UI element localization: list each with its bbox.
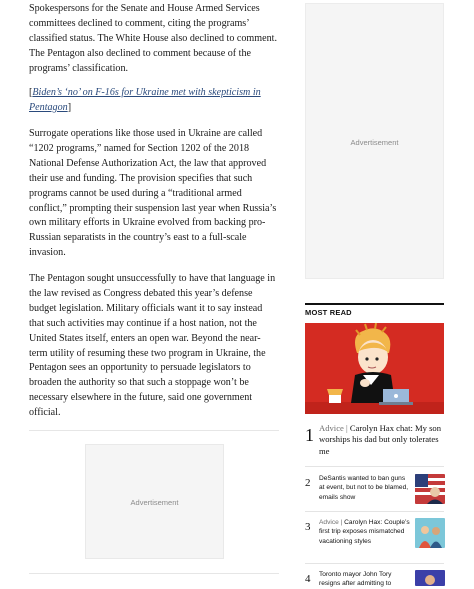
most-read-headline[interactable] <box>319 423 443 457</box>
most-read-headline[interactable] <box>319 518 411 546</box>
rank-number: 3 <box>305 521 311 533</box>
advertisement-label: Advertisement <box>130 498 179 507</box>
rank-number: 4 <box>305 573 311 585</box>
most-read-item[interactable] <box>305 570 444 586</box>
headline-text: Carolyn Hax: Couple’s first trip exposes mismatched vacationing styles <box>319 519 410 545</box>
content-divider <box>29 430 279 431</box>
kicker-label: Advice | <box>319 519 345 526</box>
rank-number: 1 <box>305 425 314 445</box>
kicker-label: Advice | <box>319 423 350 433</box>
most-read-rule <box>305 303 444 305</box>
illustration-image <box>415 518 445 548</box>
headline-text: Carolyn Hax chat: My son worships his dad but only tolerates me <box>319 423 442 456</box>
cartoon-child-laptop-image <box>305 323 444 414</box>
article-paragraph: Spokespersons for the Senate and House Armed Services committees declined to comment, citing the programs’ classified status. The White House also declined to comment. The Pentagon also declined to comment because of the programs’ classification. <box>29 3 277 74</box>
item-divider <box>305 511 444 512</box>
related-link-paragraph <box>29 86 279 116</box>
advertisement-label: Advertisement <box>350 138 399 147</box>
rank-number: 2 <box>305 477 311 489</box>
article-paragraph: The Pentagon sought unsuccessfully to have that language in the law revised as Congress debated this year’s defense budget legislation. Military officials want it to say instead that such activities may continue if a host nation, not the United States itself, enters an open war. Beyond the near-term utility of resuming these two program in Ukraine, the Pentagon sees an opportunity to persuade legislators to broaden the authority so that such a stoppage won’t be necessary elsewhere in the future, said one government official. <box>29 273 276 419</box>
most-read-item[interactable] <box>305 423 444 463</box>
portrait-photo-image <box>415 570 445 586</box>
most-read-headline[interactable] <box>319 474 411 502</box>
most-read-heading: MOST READ <box>305 308 352 317</box>
headline-text: Toronto mayor John Tory resigns after admitting to <box>319 571 392 588</box>
bracket-close: ] <box>67 101 72 113</box>
inline-advertisement[interactable] <box>85 444 224 559</box>
related-article-link[interactable]: Biden’s ‘no’ on F-16s for Ukraine met with skepticism in Pentagon <box>29 87 261 113</box>
item-divider <box>305 466 444 467</box>
bracket-open: [ <box>29 87 33 98</box>
flag-photo-image <box>415 474 445 504</box>
toronto-mayor-thumbnail[interactable] <box>415 570 445 586</box>
article-paragraph: Surrogate operations like those used in Ukraine are called “1202 programs,” named for Section 1202 of the 2018 National Defense Authorization Act, the law that approved their use and funding. The provision specifies that such programs cannot be used during a “traditional armed conflict,” prompting their suspension last year when Russia’s own military efforts in Ukraine evolved from backing pro-Russian separatists in the country’s east to a full-scale invasion. <box>29 128 277 259</box>
most-read-item[interactable] <box>305 474 444 508</box>
desantis-thumbnail[interactable] <box>415 474 445 504</box>
sidebar-advertisement[interactable] <box>305 3 444 279</box>
most-read-item[interactable] <box>305 518 444 558</box>
featured-illustration[interactable] <box>305 323 444 414</box>
content-divider <box>29 573 279 574</box>
headline-text: DeSantis wanted to ban guns at event, but not to be blamed, emails show <box>319 475 409 501</box>
item-divider <box>305 563 444 564</box>
couple-trip-thumbnail[interactable] <box>415 518 445 548</box>
